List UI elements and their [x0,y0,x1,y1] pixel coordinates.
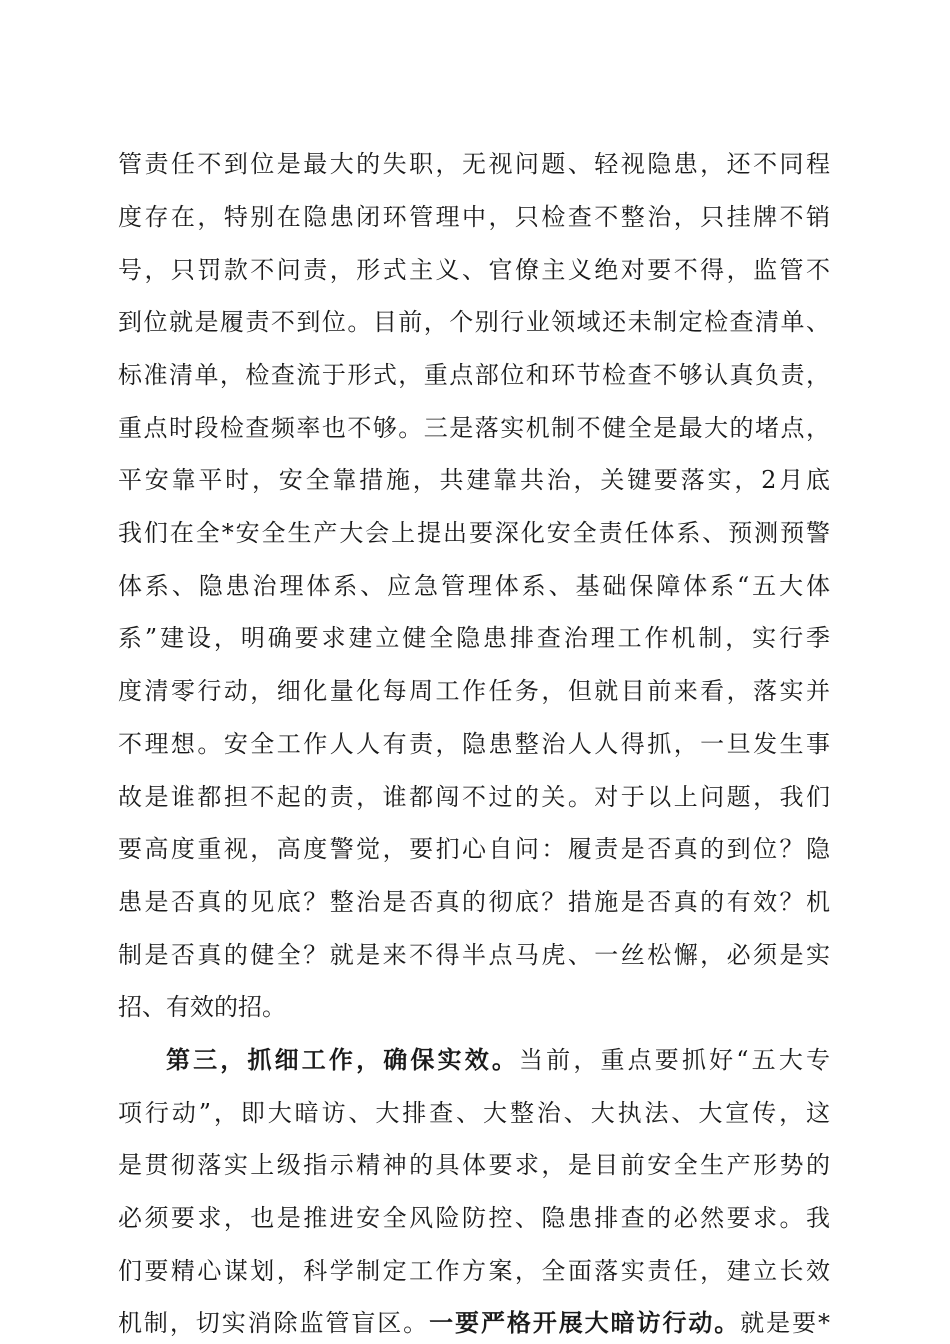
paragraph-line: 度存在，特别在隐患闭环管理中，只检查不整治，只挂牌不销 [118,203,830,231]
paragraph-line: 管责任不到位是最大的失职，无视问题、轻视隐患，还不同程 [118,150,830,178]
heading-line-text: 当前，重点要抓好“五大专 [519,1046,830,1074]
paragraph-line: 不理想。安全工作人人有责，隐患整治人人得抓，一旦发生事 [118,730,830,758]
paragraph-line: 号，只罚款不问责，形式主义、官僚主义绝对要不得，监管不 [118,256,830,284]
paragraph-line: 们要精心谋划，科学制定工作方案，全面落实责任，建立长效 [118,1257,830,1285]
paragraph-line: 标准清单，检查流于形式，重点部位和环节检查不够认真负责， [118,361,830,389]
paragraph-line: 必须要求，也是推进安全风险防控、隐患排查的必然要求。我 [118,1204,830,1232]
paragraph-line: 制是否真的健全？就是来不得半点马虎、一丝松懈，必须是实 [118,941,830,969]
paragraph-line: 是贯彻落实上级指示精神的具体要求，是目前安全生产形势的 [118,1151,830,1179]
paragraph-line: 项行动”，即大暗访、大排查、大整治、大执法、大宣传，这 [118,1099,830,1127]
line-tail-text: 就是要* [740,1309,831,1337]
paragraph-line: 系”建设，明确要求建立健全隐患排查治理工作机制，实行季 [118,624,830,652]
paragraph-line: 患是否真的见底？整治是否真的彻底？措施是否真的有效？机 [118,888,830,916]
paragraph-line: 要高度重视，高度警觉，要扪心自问：履责是否真的到位？隐 [118,835,830,863]
paragraph-line-mixed [118,1306,830,1340]
paragraph-line: 故是谁都担不起的责，谁都闯不过的关。对于以上问题，我们 [118,783,830,811]
line-plain-text: 机制，切实消除监管盲区。 [118,1309,430,1337]
paragraph-line: 到位就是履责不到位。目前，个别行业领域还未制定检查清单、 [118,308,830,336]
subsection-heading: 一要严格开展大暗访行动。 [429,1308,741,1337]
paragraph-line: 我们在全*安全生产大会上提出要深化安全责任体系、预测预警 [118,519,830,547]
paragraph-line: 度清零行动，细化量化每周工作任务，但就目前来看，落实并 [118,677,830,705]
paragraph-line: 体系、隐患治理体系、应急管理体系、基础保障体系“五大体 [118,572,830,600]
paragraph-line: 重点时段检查频率也不够。三是落实机制不健全是最大的堵点， [118,414,830,442]
paragraph-line: 平安靠平时，安全靠措施，共建靠共治，关键要落实，2月底 [118,466,830,494]
paragraph-line: 招、有效的招。 [118,993,286,1021]
section-heading: 第三，抓细工作，确保实效。 [166,1045,520,1074]
section-heading-line [166,1043,830,1077]
